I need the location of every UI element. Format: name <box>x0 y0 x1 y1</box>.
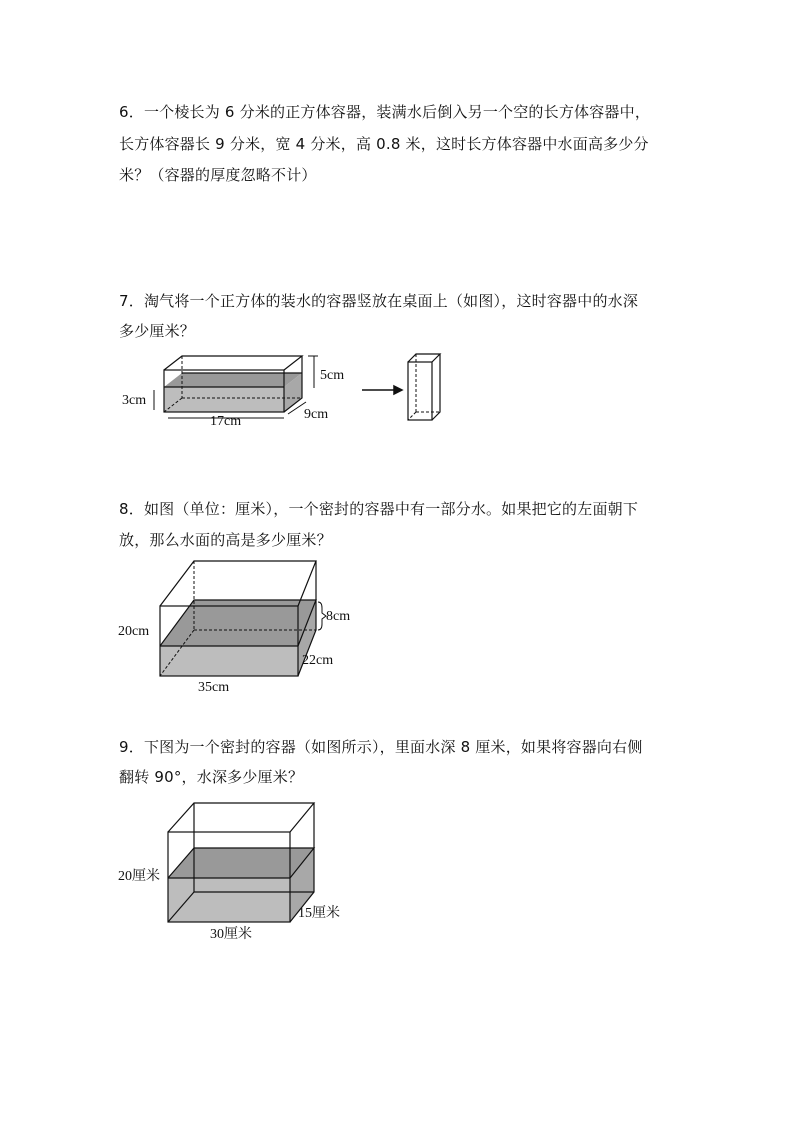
q9-label-length: 30厘米 <box>210 927 252 942</box>
q7-label-width: 9cm <box>304 407 329 422</box>
q9-line-2: 翻转 90°，水深多少厘米？ <box>119 768 304 786</box>
q6-line-1: 6．一个棱长为 6 分米的正方体容器，装满水后倒入另一个空的长方体容器中， <box>119 103 651 121</box>
q8-label-width: 22cm <box>302 653 334 668</box>
q8-line-1: 8．如图（单位：厘米），一个密封的容器中有一部分水。如果把它的左面朝下 <box>119 500 639 518</box>
q6-line-2: 长方体容器长 9 分米，宽 4 分米，高 0.8 米，这时长方体容器中水面高多少分 <box>119 135 649 153</box>
q9-line-1: 9．下图为一个密封的容器（如图所示），里面水深 8 厘米，如果将容器向右侧 <box>119 738 643 756</box>
q9-label-width: 15厘米 <box>298 906 340 921</box>
q8-water-front <box>160 646 298 676</box>
q9-box-top <box>168 803 314 832</box>
q7-box-top <box>164 356 302 370</box>
q7-water-front <box>164 387 284 412</box>
q7-label-height: 5cm <box>320 368 345 383</box>
q7-label-water: 3cm <box>122 393 147 408</box>
q8-label-length: 35cm <box>198 680 230 695</box>
q7-figure <box>118 350 458 430</box>
q7-line-2: 多少厘米？ <box>119 322 196 340</box>
q9-label-height: 20厘米 <box>118 869 160 884</box>
q8-figure <box>118 558 368 698</box>
q7-water-top <box>164 373 302 387</box>
q7-line-1: 7．淘气将一个正方体的装水的容器竖放在桌面上（如图），这时容器中的水深 <box>119 292 639 310</box>
q8-box-top <box>160 561 316 606</box>
q7-upright-box <box>408 362 432 420</box>
q8-water-top <box>160 600 316 646</box>
q8-line-2: 放，那么水面的高是多少厘米？ <box>119 531 332 549</box>
q9-figure <box>118 800 358 945</box>
q8-label-height: 20cm <box>118 624 150 639</box>
q8-label-water: 8cm <box>326 609 351 624</box>
q7-label-length: 17cm <box>210 414 242 429</box>
q6-line-3: 米？（容器的厚度忽略不计） <box>119 166 317 184</box>
